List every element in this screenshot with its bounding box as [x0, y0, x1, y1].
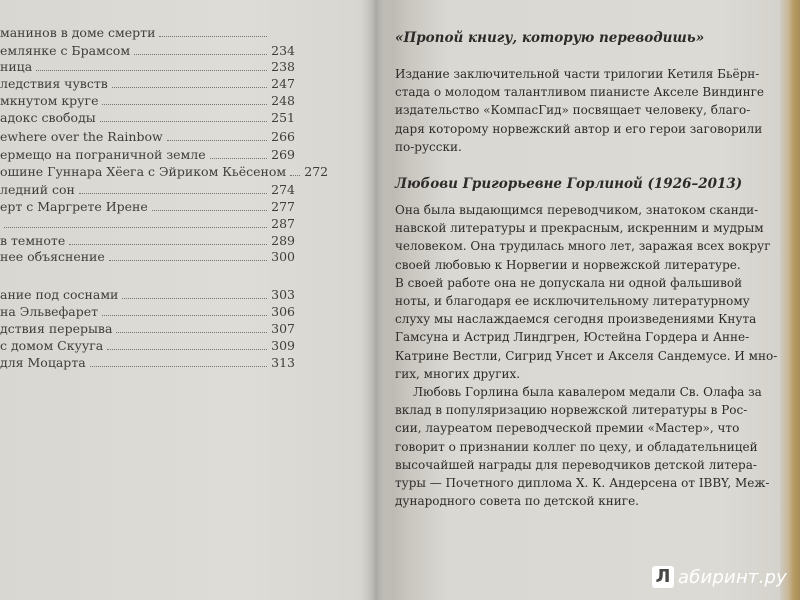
toc-dot-leader — [116, 322, 267, 333]
dedication-heading: «Пропой книгу, которую переводишь» — [395, 30, 705, 46]
toc-entry-title: дствия перерыва — [0, 321, 113, 336]
paragraph-line: Любовь Горлина была кавалером медали Св. Олафа за — [413, 385, 762, 399]
toc-dot-leader — [4, 217, 267, 228]
toc-entry — [0, 58, 295, 75]
toc-entry — [0, 232, 295, 249]
toc-entry — [0, 128, 295, 145]
paragraph-line: вклад в популяризацию норвежской литературы в Рос- — [395, 403, 748, 418]
toc-entry-page: 247 — [271, 76, 295, 91]
toc-entry-page: 306 — [271, 304, 295, 319]
toc-entry-page: 287 — [271, 216, 295, 231]
paragraph-line: своей любовью к Норвегии и норвежской литературе. — [395, 257, 741, 272]
toc-dot-leader — [210, 148, 267, 159]
toc-dot-leader — [167, 130, 267, 141]
toc-entry-page: 300 — [271, 249, 295, 264]
toc-dot-leader — [109, 250, 267, 261]
paragraph-line: Катрине Вестли, Сигрид Унсет и Акселя Сандемусе. И мно- — [395, 348, 778, 363]
paragraph-line: гих, многих других. — [395, 366, 521, 381]
toc-entry-title: ewhere over the Rainbow — [0, 129, 163, 144]
toc-dot-leader — [102, 94, 267, 105]
toc-entry-title: на Эльвефарет — [0, 304, 99, 319]
toc-entry-page: 248 — [271, 93, 295, 108]
paragraph-line: навской литературы и прекрасным, искренним и мудрым — [395, 221, 764, 236]
paragraph-line: слуху мы наслаждаемся сегодня произведениями Кнута — [395, 312, 757, 327]
toc-entry-title: манинов в доме смерти — [0, 25, 156, 40]
tribute-heading: Любови Григорьевне Горлиной (1926–2013) — [395, 176, 743, 192]
paragraph-line: говорит о признании коллег по цеху, и обладательницей — [395, 439, 758, 454]
toc-entry — [0, 75, 295, 92]
toc-entry-title: емлянке с Брамсом — [0, 43, 131, 58]
toc-entry — [0, 286, 295, 303]
toc-dot-leader — [152, 200, 267, 211]
paragraph-line: Издание заключительной части трилогии Кетиля Бьёрн- — [395, 67, 760, 81]
toc-entry — [0, 181, 295, 198]
toc-entry-page: 272 — [304, 164, 329, 179]
paragraph-line: Она была выдающимся переводчиком, знатоком сканди- — [395, 203, 759, 217]
toc-entry — [0, 42, 295, 59]
paragraph-line: человеком. Она трудилась много лет, заражая всех вокруг — [395, 239, 771, 254]
toc-entry — [0, 303, 295, 320]
labirint-logo-icon: Л — [652, 566, 674, 588]
toc-entry-page: 307 — [271, 321, 295, 336]
table-of-contents-page — [0, 0, 360, 600]
book-cover-edge — [780, 0, 800, 600]
toc-dot-leader — [290, 165, 300, 176]
toc-dot-leader — [122, 288, 267, 299]
toc-dot-leader — [100, 111, 267, 122]
toc-entry — [0, 109, 295, 126]
paragraph-line: ноты, и благодаря ее исключительному литературному — [395, 294, 750, 309]
toc-entry-title: мкнутом круге — [0, 93, 99, 108]
toc-dot-leader — [90, 356, 267, 367]
toc-entry-title: нее объяснение — [0, 249, 105, 264]
toc-entry-title: ница — [0, 59, 33, 74]
toc-entry — [0, 320, 295, 337]
toc-entry-title: для Моцарта — [0, 355, 86, 370]
paragraph-line: высочайшей награды для переводчиков детской литера- — [395, 457, 757, 472]
watermark-text: абиринт.ру — [678, 566, 788, 588]
toc-entry — [0, 146, 295, 163]
tribute-paragraph-2 — [395, 383, 770, 510]
toc-entry-page: 274 — [271, 182, 295, 197]
toc-entry-page: 238 — [271, 59, 295, 74]
toc-entry-page: 303 — [271, 287, 295, 302]
paragraph-line: даря которому норвежский автор и его герои заговорили — [395, 121, 763, 136]
dedication-page — [395, 0, 778, 600]
paragraph-line: стада о молодом талантливом пианисте Акселе Виндинге — [395, 85, 764, 100]
paragraph-line: дународного совета по детской книге. — [395, 494, 639, 509]
paragraph-line: сии, лауреатом переводческой премии «Мастер», что — [395, 421, 740, 436]
toc-dot-leader — [112, 77, 267, 88]
toc-entry-title: ерт с Маргрете Ирене — [0, 199, 148, 214]
dedication-paragraph — [395, 65, 764, 156]
toc-entry-page: 234 — [271, 43, 295, 58]
toc-dot-leader — [36, 60, 267, 71]
toc-entry-page: 266 — [271, 129, 295, 144]
toc-entry-title: ошине Гуннара Хёега с Эйриком Кьёсеном — [0, 164, 287, 179]
toc-entry-title: с домом Скууга — [0, 338, 104, 353]
toc-entry-title: ание под соснами — [0, 287, 119, 302]
toc-entry — [0, 354, 295, 371]
toc-entry-title: ермещо на пограничной земле — [0, 147, 206, 162]
toc-entry-page: 277 — [271, 199, 295, 214]
labirint-watermark — [652, 564, 787, 590]
toc-entry-title: в темноте — [0, 233, 66, 248]
toc-entry — [0, 92, 295, 109]
toc-entry — [0, 24, 295, 41]
toc-dot-leader — [134, 44, 267, 55]
paragraph-line: В своей работе она не допускала ни одной фальшивой — [395, 275, 743, 290]
paragraph-line: Гамсуна и Астрид Линдгрен, Юстейна Гордера и Анне- — [395, 330, 750, 345]
toc-entry — [0, 215, 295, 232]
toc-entry-page: 289 — [271, 233, 295, 248]
toc-dot-leader — [102, 305, 267, 316]
paragraph-line: по-русски. — [395, 139, 462, 154]
toc-entry-page: 309 — [271, 338, 295, 353]
toc-entry-title: адокс свободы — [0, 110, 96, 125]
paragraph-line: туры — Почетного диплома Х. К. Андерсена от IBBY, Меж- — [395, 476, 770, 491]
toc-entry-page: 313 — [271, 355, 295, 370]
toc-dot-leader — [79, 183, 267, 194]
toc-dot-leader — [107, 339, 267, 350]
book-gutter — [360, 0, 390, 600]
toc-dot-leader — [159, 26, 267, 37]
toc-entry — [0, 337, 295, 354]
toc-entry-page: 251 — [271, 110, 295, 125]
toc-entry — [0, 198, 295, 215]
tribute-paragraph-1 — [395, 201, 778, 383]
toc-dot-leader — [69, 234, 267, 245]
paragraph-line: издательство «КомпасГид» посвящает человеку, благо- — [395, 103, 751, 118]
toc-entry — [0, 163, 329, 180]
toc-entry-title: ледний сон — [0, 182, 75, 197]
toc-entry — [0, 248, 295, 265]
toc-entry-page: 269 — [271, 147, 295, 162]
toc-entry-title: ледствия чувств — [0, 76, 108, 91]
